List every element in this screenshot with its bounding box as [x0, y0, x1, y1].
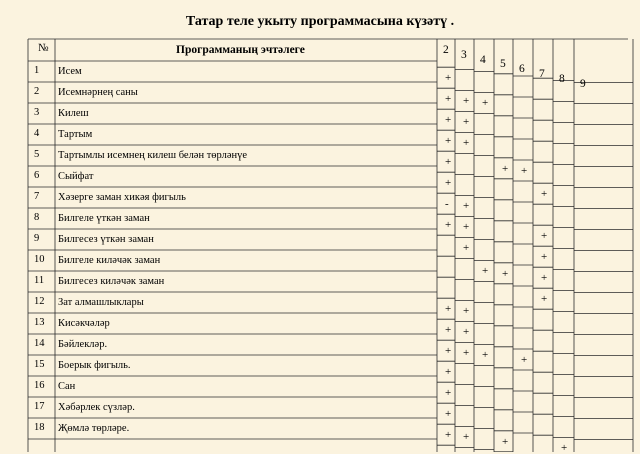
header-number-label: № [38, 42, 49, 54]
cell-mark: + [445, 303, 452, 315]
cell-mark: + [463, 347, 470, 360]
column-header-8: 8 [559, 72, 565, 85]
cell-mark: + [445, 72, 452, 84]
cell-mark: + [482, 265, 489, 278]
cell-mark: + [463, 242, 470, 255]
header-content-label: Программаның эчтәлеге [176, 44, 305, 56]
cell-mark: + [502, 267, 509, 280]
row-number: 6 [34, 170, 40, 181]
cell-mark: + [463, 200, 470, 213]
row-label: Билгесез киләчәк заман [58, 276, 165, 287]
row-number: 7 [34, 191, 40, 202]
cell-mark: + [445, 324, 452, 336]
row-number: 13 [34, 317, 45, 328]
cell-mark: + [541, 251, 548, 263]
row-label: Тартымлы исемнең килеш белән төрләнүе [58, 150, 248, 161]
cell-mark: + [445, 345, 452, 357]
cell-mark: + [445, 156, 452, 168]
row-label: Хәбәрлек сүзләр. [58, 402, 135, 413]
row-label: Боерык фигыль. [58, 360, 131, 371]
cell-mark: + [445, 177, 452, 189]
cell-mark: + [541, 230, 548, 242]
row-label: Исем [58, 66, 82, 77]
cell-mark: + [463, 431, 470, 444]
cell-mark: + [463, 326, 470, 339]
column-header-4: 4 [480, 53, 486, 66]
row-number: 3 [34, 107, 40, 118]
row-label: Бәйлекләр. [58, 339, 108, 350]
column-header-7: 7 [539, 68, 545, 80]
row-number: 18 [34, 422, 45, 433]
cell-mark: + [445, 366, 452, 378]
row-number: 5 [34, 149, 40, 160]
row-number: 1 [34, 65, 40, 76]
row-number: 9 [34, 233, 40, 244]
cell-mark: + [521, 353, 528, 366]
row-number: 4 [34, 128, 40, 139]
column-header-3: 3 [461, 48, 467, 61]
column-header-9: 9 [580, 77, 586, 90]
row-number: 16 [34, 380, 45, 391]
cell-mark: + [463, 221, 470, 234]
cell-mark: + [502, 162, 509, 175]
column-header-6: 6 [519, 63, 525, 76]
row-label: Зат алмашлыклары [58, 297, 144, 308]
row-label: Килеш [58, 108, 89, 119]
row-label: Билгеле үткән заман [58, 213, 150, 224]
cell-mark: + [445, 114, 452, 126]
cell-mark: + [541, 272, 548, 284]
row-number: 2 [34, 86, 40, 97]
row-label: Хәзерге заман хикәя фигыль [58, 192, 186, 203]
cell-mark: + [502, 435, 509, 448]
cell-mark: + [445, 219, 452, 231]
row-number: 17 [34, 401, 45, 412]
row-label: Сан [58, 381, 76, 392]
row-number: 11 [34, 275, 45, 286]
row-label: Сыйфат [58, 171, 94, 182]
cell-mark: + [463, 305, 470, 318]
row-number: 10 [34, 254, 45, 265]
column-header-5: 5 [500, 58, 506, 71]
cell-mark: + [463, 95, 470, 108]
row-label: Билгеле киләчәк заман [58, 255, 161, 266]
row-label: Билгесез үткән заман [58, 234, 154, 245]
cell-mark: + [445, 135, 452, 147]
row-number: 8 [34, 212, 40, 223]
row-number: 15 [34, 359, 45, 370]
row-number: 14 [34, 338, 45, 349]
cell-mark: + [561, 442, 568, 454]
column-header-2: 2 [443, 44, 449, 56]
cell-mark: + [541, 293, 548, 305]
row-label: Җөмлә төрләре. [58, 423, 130, 434]
row-label: Тартым [58, 129, 93, 140]
cell-mark: + [482, 97, 489, 110]
cell-mark: + [463, 137, 470, 150]
row-number: 12 [34, 296, 45, 307]
cell-mark: + [482, 349, 489, 362]
row-label: Исемнәрнең саны [58, 87, 138, 98]
cell-mark: + [445, 93, 452, 105]
cell-mark: + [521, 164, 528, 177]
cell-mark: + [541, 188, 548, 200]
cell-mark: + [463, 116, 470, 129]
cell-mark: + [445, 429, 452, 441]
page-title: Татар теле укыту программасына күзәтү . [185, 14, 455, 29]
cell-mark: + [445, 408, 452, 420]
cell-mark: - [445, 198, 449, 210]
cell-mark: + [445, 387, 452, 399]
row-label: Кисәкчәләр [58, 318, 110, 329]
